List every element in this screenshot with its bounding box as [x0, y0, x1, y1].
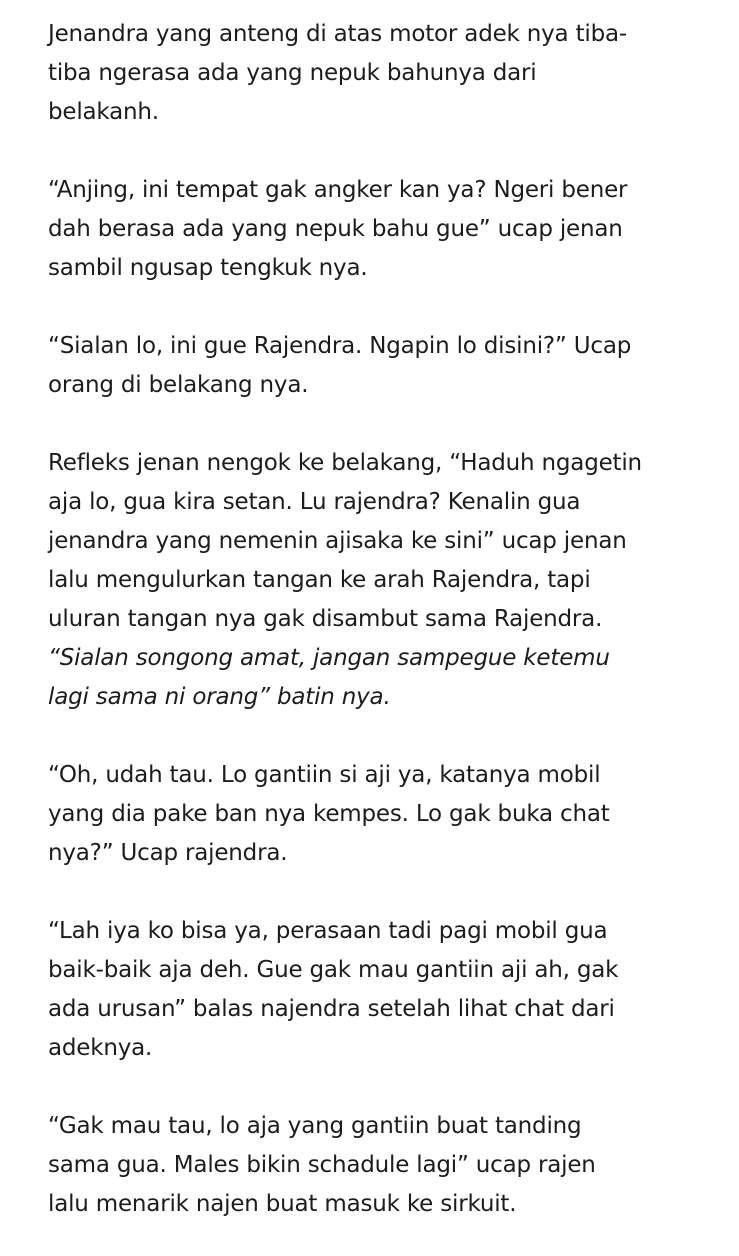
- paragraph-6: [48, 912, 699, 1068]
- text-line: tiba ngerasa ada yang nepuk bahunya dari: [48, 60, 537, 86]
- paragraph-3: [48, 327, 699, 405]
- text-line: orang di belakang nya.: [48, 372, 309, 398]
- text-line: dah berasa ada yang nepuk bahu gue” ucap jenan: [48, 216, 623, 242]
- inner-thought-line: “Sialan songong amat, jangan sampegue ketemu: [48, 645, 610, 671]
- text-line: ada urusan” balas najendra setelah lihat chat dari: [48, 996, 615, 1022]
- paragraph-2: [48, 171, 699, 288]
- text-line: jenandra yang nemenin ajisaka ke sini” ucap jenan: [48, 528, 627, 554]
- paragraph-1: [48, 15, 699, 132]
- text-line: uluran tangan nya gak disambut sama Rajendra.: [48, 606, 603, 632]
- text-line: belakanh.: [48, 99, 159, 125]
- text-line: Refleks jenan nengok ke belakang, “Haduh ngagetin: [48, 450, 642, 476]
- text-line: “Gak mau tau, lo aja yang gantiin buat tanding: [48, 1113, 582, 1139]
- paragraph-7: [48, 1107, 699, 1224]
- text-line: adeknya.: [48, 1035, 153, 1061]
- text-line: “Anjing, ini tempat gak angker kan ya? Ngeri bener: [48, 177, 628, 203]
- text-line: aja lo, gua kira setan. Lu rajendra? Kenalin gua: [48, 489, 581, 515]
- text-line: baik-baik aja deh. Gue gak mau gantiin aji ah, gak: [48, 957, 619, 983]
- text-line: yang dia pake ban nya kempes. Lo gak buka chat: [48, 801, 610, 827]
- text-line: nya?” Ucap rajendra.: [48, 840, 288, 866]
- paragraph-5: [48, 756, 699, 873]
- inner-thought-line: lagi sama ni orang” batin nya.: [48, 684, 391, 710]
- text-line: sambil ngusap tengkuk nya.: [48, 255, 368, 281]
- text-line: Jenandra yang anteng di atas motor adek nya tiba-: [48, 21, 627, 47]
- text-line: “Sialan lo, ini gue Rajendra. Ngapin lo disini?” Ucap: [48, 333, 632, 359]
- paragraph-4: [48, 444, 699, 717]
- text-line: “Oh, udah tau. Lo gantiin si aji ya, katanya mobil: [48, 762, 601, 788]
- text-line: “Lah iya ko bisa ya, perasaan tadi pagi mobil gua: [48, 918, 608, 944]
- text-line: sama gua. Males bikin schadule lagi” ucap rajen: [48, 1152, 596, 1178]
- text-line: lalu menarik najen buat masuk ke sirkuit.: [48, 1191, 517, 1217]
- text-line: lalu mengulurkan tangan ke arah Rajendra, tapi: [48, 567, 591, 593]
